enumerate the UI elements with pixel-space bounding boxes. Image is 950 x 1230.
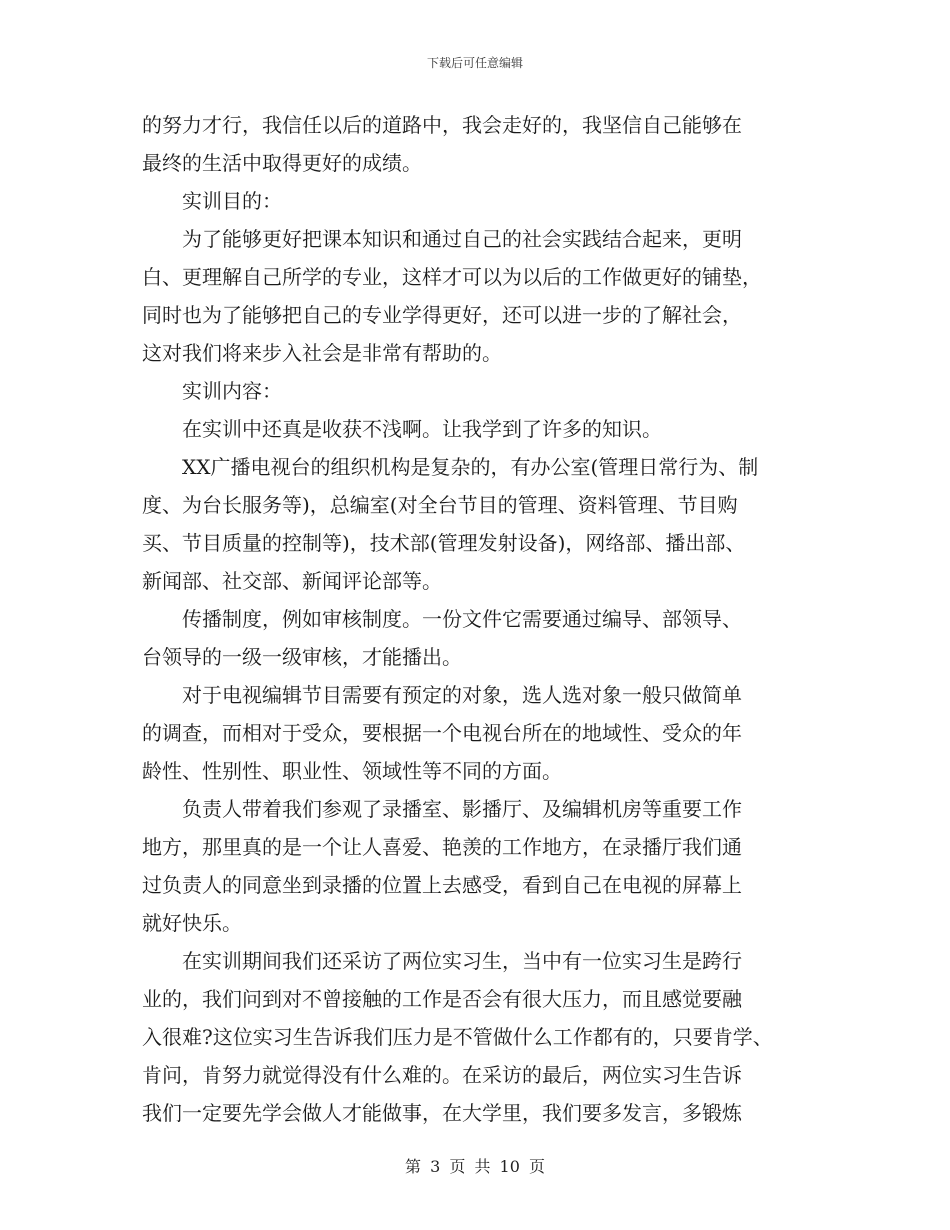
text-line: 为了能够更好把课本知识和通过自己的社会实践结合起来，更明 xyxy=(142,227,742,251)
text-line: 我们一定要先学会做人才能做事，在大学里，我们要多发言，多锻炼 xyxy=(142,1101,742,1125)
text-line: 的努力才行，我信任以后的道路中，我会走好的，我坚信自己能够在 xyxy=(142,113,742,137)
document-body xyxy=(142,106,808,1132)
text-line: 这对我们将来步入社会是非常有帮助的。 xyxy=(142,341,502,365)
text-line: 肯问，肯努力就觉得没有什么难的。在采访的最后，两位实习生告诉 xyxy=(142,1063,742,1087)
section-heading: 实训目的： xyxy=(142,189,282,213)
page-number-footer: 第 3 页 共 10 页 xyxy=(405,1157,545,1176)
text-line: 过负责人的同意坐到录播的位置上去感受，看到自己在电视的屏幕上 xyxy=(142,873,742,897)
text-line: 买、节目质量的控制等)，技术部(管理发射设备)，网络部、播出部、 xyxy=(142,531,746,555)
text-line: 同时也为了能够把自己的专业学得更好，还可以进一步的了解社会， xyxy=(142,303,742,327)
text-line: 入很难?这位实习生告诉我们压力是不管做什么工作都有的，只要肯学、 xyxy=(142,1025,773,1049)
text-line: 在实训期间我们还采访了两位实习生，当中有一位实习生是跨行 xyxy=(142,949,742,973)
text-line: 对于电视编辑节目需要有预定的对象，选人选对象一般只做简单 xyxy=(142,683,742,707)
text-line: 地方，那里真的是一个让人喜爱、艳羡的工作地方，在录播厅我们通 xyxy=(142,835,742,859)
text-line: 最终的生活中取得更好的成绩。 xyxy=(142,151,422,175)
text-line: XX广播电视台的组织机构是复杂的，有办公室(管理日常行为、制 xyxy=(142,455,759,479)
text-line: 的调查，而相对于受众，要根据一个电视台所在的地域性、受众的年 xyxy=(142,721,742,745)
text-line: 台领导的一级一级审核，才能播出。 xyxy=(142,645,462,669)
text-line: 在实训中还真是收获不浅啊。让我学到了许多的知识。 xyxy=(142,417,662,441)
text-line: 传播制度，例如审核制度。一份文件它需要通过编导、部领导、 xyxy=(142,607,742,631)
text-line: 负责人带着我们参观了录播室、影播厅、及编辑机房等重要工作 xyxy=(142,797,742,821)
page-header-note: 下载后可任意编辑 xyxy=(426,56,523,70)
text-line: 龄性、性别性、职业性、领域性等不同的方面。 xyxy=(142,759,562,783)
text-line: 白、更理解自己所学的专业，这样才可以为以后的工作做更好的铺垫， xyxy=(142,265,762,289)
text-line: 业的，我们问到对不曾接触的工作是否会有很大压力，而且感觉要融 xyxy=(142,987,742,1011)
section-heading: 实训内容： xyxy=(142,379,282,403)
text-line: 新闻部、社交部、新闻评论部等。 xyxy=(142,569,442,593)
text-line: 度、为台长服务等)，总编室(对全台节目的管理、资料管理、节目购 xyxy=(142,493,738,517)
text-line: 就好快乐。 xyxy=(142,911,242,935)
